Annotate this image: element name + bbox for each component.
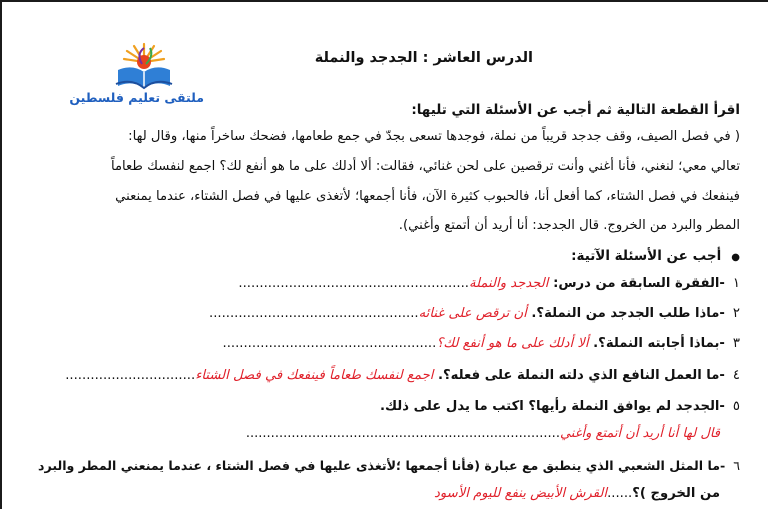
answer-5-line: قال لها أنا أريد أن أتمتع وأغني............................................................................ (245, 426, 720, 441)
question-4: ٤-ما العمل النافع الذي دلته النملة على فعله؟. اجمع لنفسك طعاماً فينفعك في فصل الشتاء............................... (65, 368, 740, 383)
question-2: ٢-ماذا طلب الجدجد من النملة؟. أن ترقص على غنائه.................................................. (209, 306, 740, 321)
question-1: ١-الفقرة السابقة من درس: الجدجد والنملة....................................................... (238, 276, 740, 291)
answer-5[interactable]: قال لها أنا أريد أن أتمتع وأغني (559, 426, 720, 441)
passage-line: تعالي معي؛ لنغني، فأنا أغني وأنت ترقصين على لحن غنائي، فقالت: ألا أدلك على ما هو أنفع لك؟ اجمع لنفسك طعاماً (110, 159, 740, 174)
answer-4[interactable]: اجمع لنفسك طعاماً فينفعك في فصل الشتاء (195, 368, 434, 383)
answer-3[interactable]: ألا أدلك على ما هو أنفع لك؟ (436, 336, 589, 351)
passage-line: المطر والبرد من الخروج. قال الجدجد: أنا أريد أن أتمتع وأغني). (398, 218, 740, 233)
lesson-title: الدرس العاشر : الجدجد والنملة (314, 50, 533, 66)
question-6: ٦-ما المثل الشعبي الذي ينطبق مع عبارة (فأنا أجمعها ؛لأتغذى عليها في فصل الشتاء ، عندما يمنعني المطر والبرد (38, 458, 740, 473)
reading-instruction: اقرأ القطعة التالية ثم أجب عن الأسئلة التي تليها: (411, 102, 740, 118)
answer-6[interactable]: القرش الأبيض ينفع لليوم الأسود (433, 486, 608, 501)
question-5: ٥-الجدجد لم يوافق النملة رأيها؟ اكتب ما يدل على ذلك. (379, 399, 740, 414)
logo-caption: ملتقى تعليم فلسطين (69, 90, 204, 105)
passage-line: فينفعك في فصل الشتاء، كما أفعل أنا، فالحبوب كثيرة الآن، فأنا أجمعها؛ لأتغذى عليها في فصل الشتاء، عندما يمنعني (115, 189, 740, 204)
site-logo (69, 40, 204, 112)
bullet-icon: ● (731, 252, 740, 263)
question-6-continued: من الخروج )؟......القرش الأبيض ينفع لليوم الأسود (433, 486, 720, 501)
answer-1[interactable]: الجدجد والنملة (468, 276, 549, 291)
answer-2[interactable]: أن ترقص على غنائه (418, 306, 527, 321)
open-book-with-sun-logo (112, 40, 176, 92)
passage-line: ( في فصل الصيف، وقف جدجد قريباً من نملة، فوجدها تسعى بجدّ في جمع طعامها، فضحك ساخراً منها، وقال لها: (128, 129, 740, 144)
question-3: ٣-بماذا أجابته النملة؟. ألا أدلك على ما هو أنفع لك؟................................................... (222, 336, 740, 351)
questions-heading: ●أجب عن الأسئلة الآتية: (571, 248, 740, 264)
